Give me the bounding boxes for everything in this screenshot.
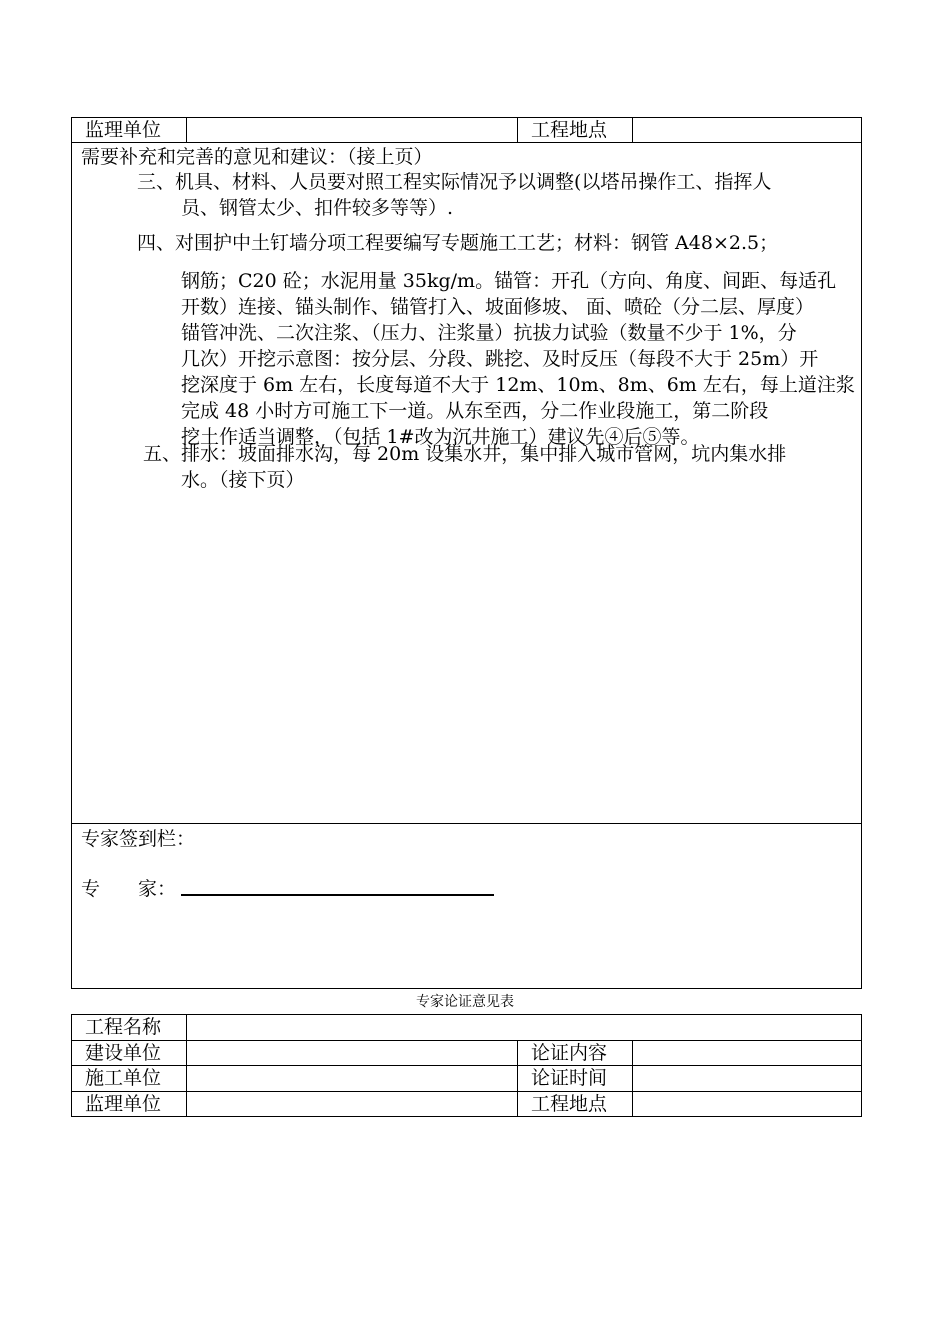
bottom-row-divider [71,1091,862,1092]
opinion-item-4-line: 开数）连接、锚头制作、锚管打入、坡面修坡、 面、喷砼（分二层、厚度） [181,296,815,318]
top-header-col-3 [632,117,633,142]
supervisor-label: 监理单位 [85,119,162,141]
bottom-col-divider [632,1040,633,1117]
bottom-row-divider [71,1065,862,1066]
review-content-label: 论证内容 [531,1042,608,1064]
opinion-item-4-line: 几次）开挖示意图：按分层、分段、跳挖、及时反压（每段不大于 25m）开 [181,348,819,370]
project-name-label: 工程名称 [85,1016,162,1038]
form-title: 专家论证意见表 [416,994,514,1010]
opinion-item-4-first: 四、对围护中土钉墙分项工程要编写专题施工工艺；材料：钢管 A48×2.5； [137,232,779,254]
opinion-item-4-line: 锚管冲洗、二次注浆、（压力、注浆量）抗拔力试验（数量不少于 1%，分 [181,322,797,344]
opinion-item-3-line: 三、机具、材料、人员要对照工程实际情况予以调整(以塔吊操作工、指挥人 [137,171,772,193]
opinion-item-4-line: 钢筋；C20 砼；水泥用量 35kg/m。锚管：开孔（方向、角度、间距、每适孔 [181,270,837,292]
opinion-item-5 [143,441,786,493]
top-header-divider [71,142,862,143]
opinion-item-4-body [181,268,855,450]
review-time-label: 论证时间 [531,1067,608,1089]
expert-signature-line[interactable] [181,894,494,896]
bottom-col-divider [517,1040,518,1117]
opinion-item-3 [137,169,771,221]
builder-label: 建设单位 [85,1042,162,1064]
expert-label: 专 家： [81,878,177,900]
signature-heading: 专家签到栏： [81,828,196,850]
opinion-item-4-line: 挖土作适当调整，（包括 1#改为沉井施工）建议先④后⑤等。 [181,426,700,448]
opinions-heading: 需要补充和完善的意见和建议：（接上页） [81,146,433,168]
location-label: 工程地点 [531,119,608,141]
contractor-label: 施工单位 [85,1067,162,1089]
opinion-item-5-line: 五、排水：坡面排水沟，每 20m 设集水井，集中排入城市管网，坑内集水排 [143,443,787,465]
top-header-col-1 [186,117,187,142]
bottom-row-divider [71,1040,862,1041]
location-label-bottom: 工程地点 [531,1093,608,1115]
opinion-item-5-line: 水。（接下页） [181,469,305,491]
top-header-col-2 [517,117,518,142]
supervisor-label-bottom: 监理单位 [85,1093,162,1115]
opinion-item-4-line: 完成 48 小时方可施工下一道。从东至西，分二作业段施工，第二阶段 [181,400,769,422]
opinion-item-3-line: 员、钢管太少、扣件较多等等）. [181,197,454,219]
signature-divider [71,823,862,824]
opinion-item-4-line: 挖深度于 6m 左右，长度每道不大于 12m、10m、8m、6m 左右，每上道注浆 [181,374,855,396]
bottom-col-divider [186,1014,187,1117]
